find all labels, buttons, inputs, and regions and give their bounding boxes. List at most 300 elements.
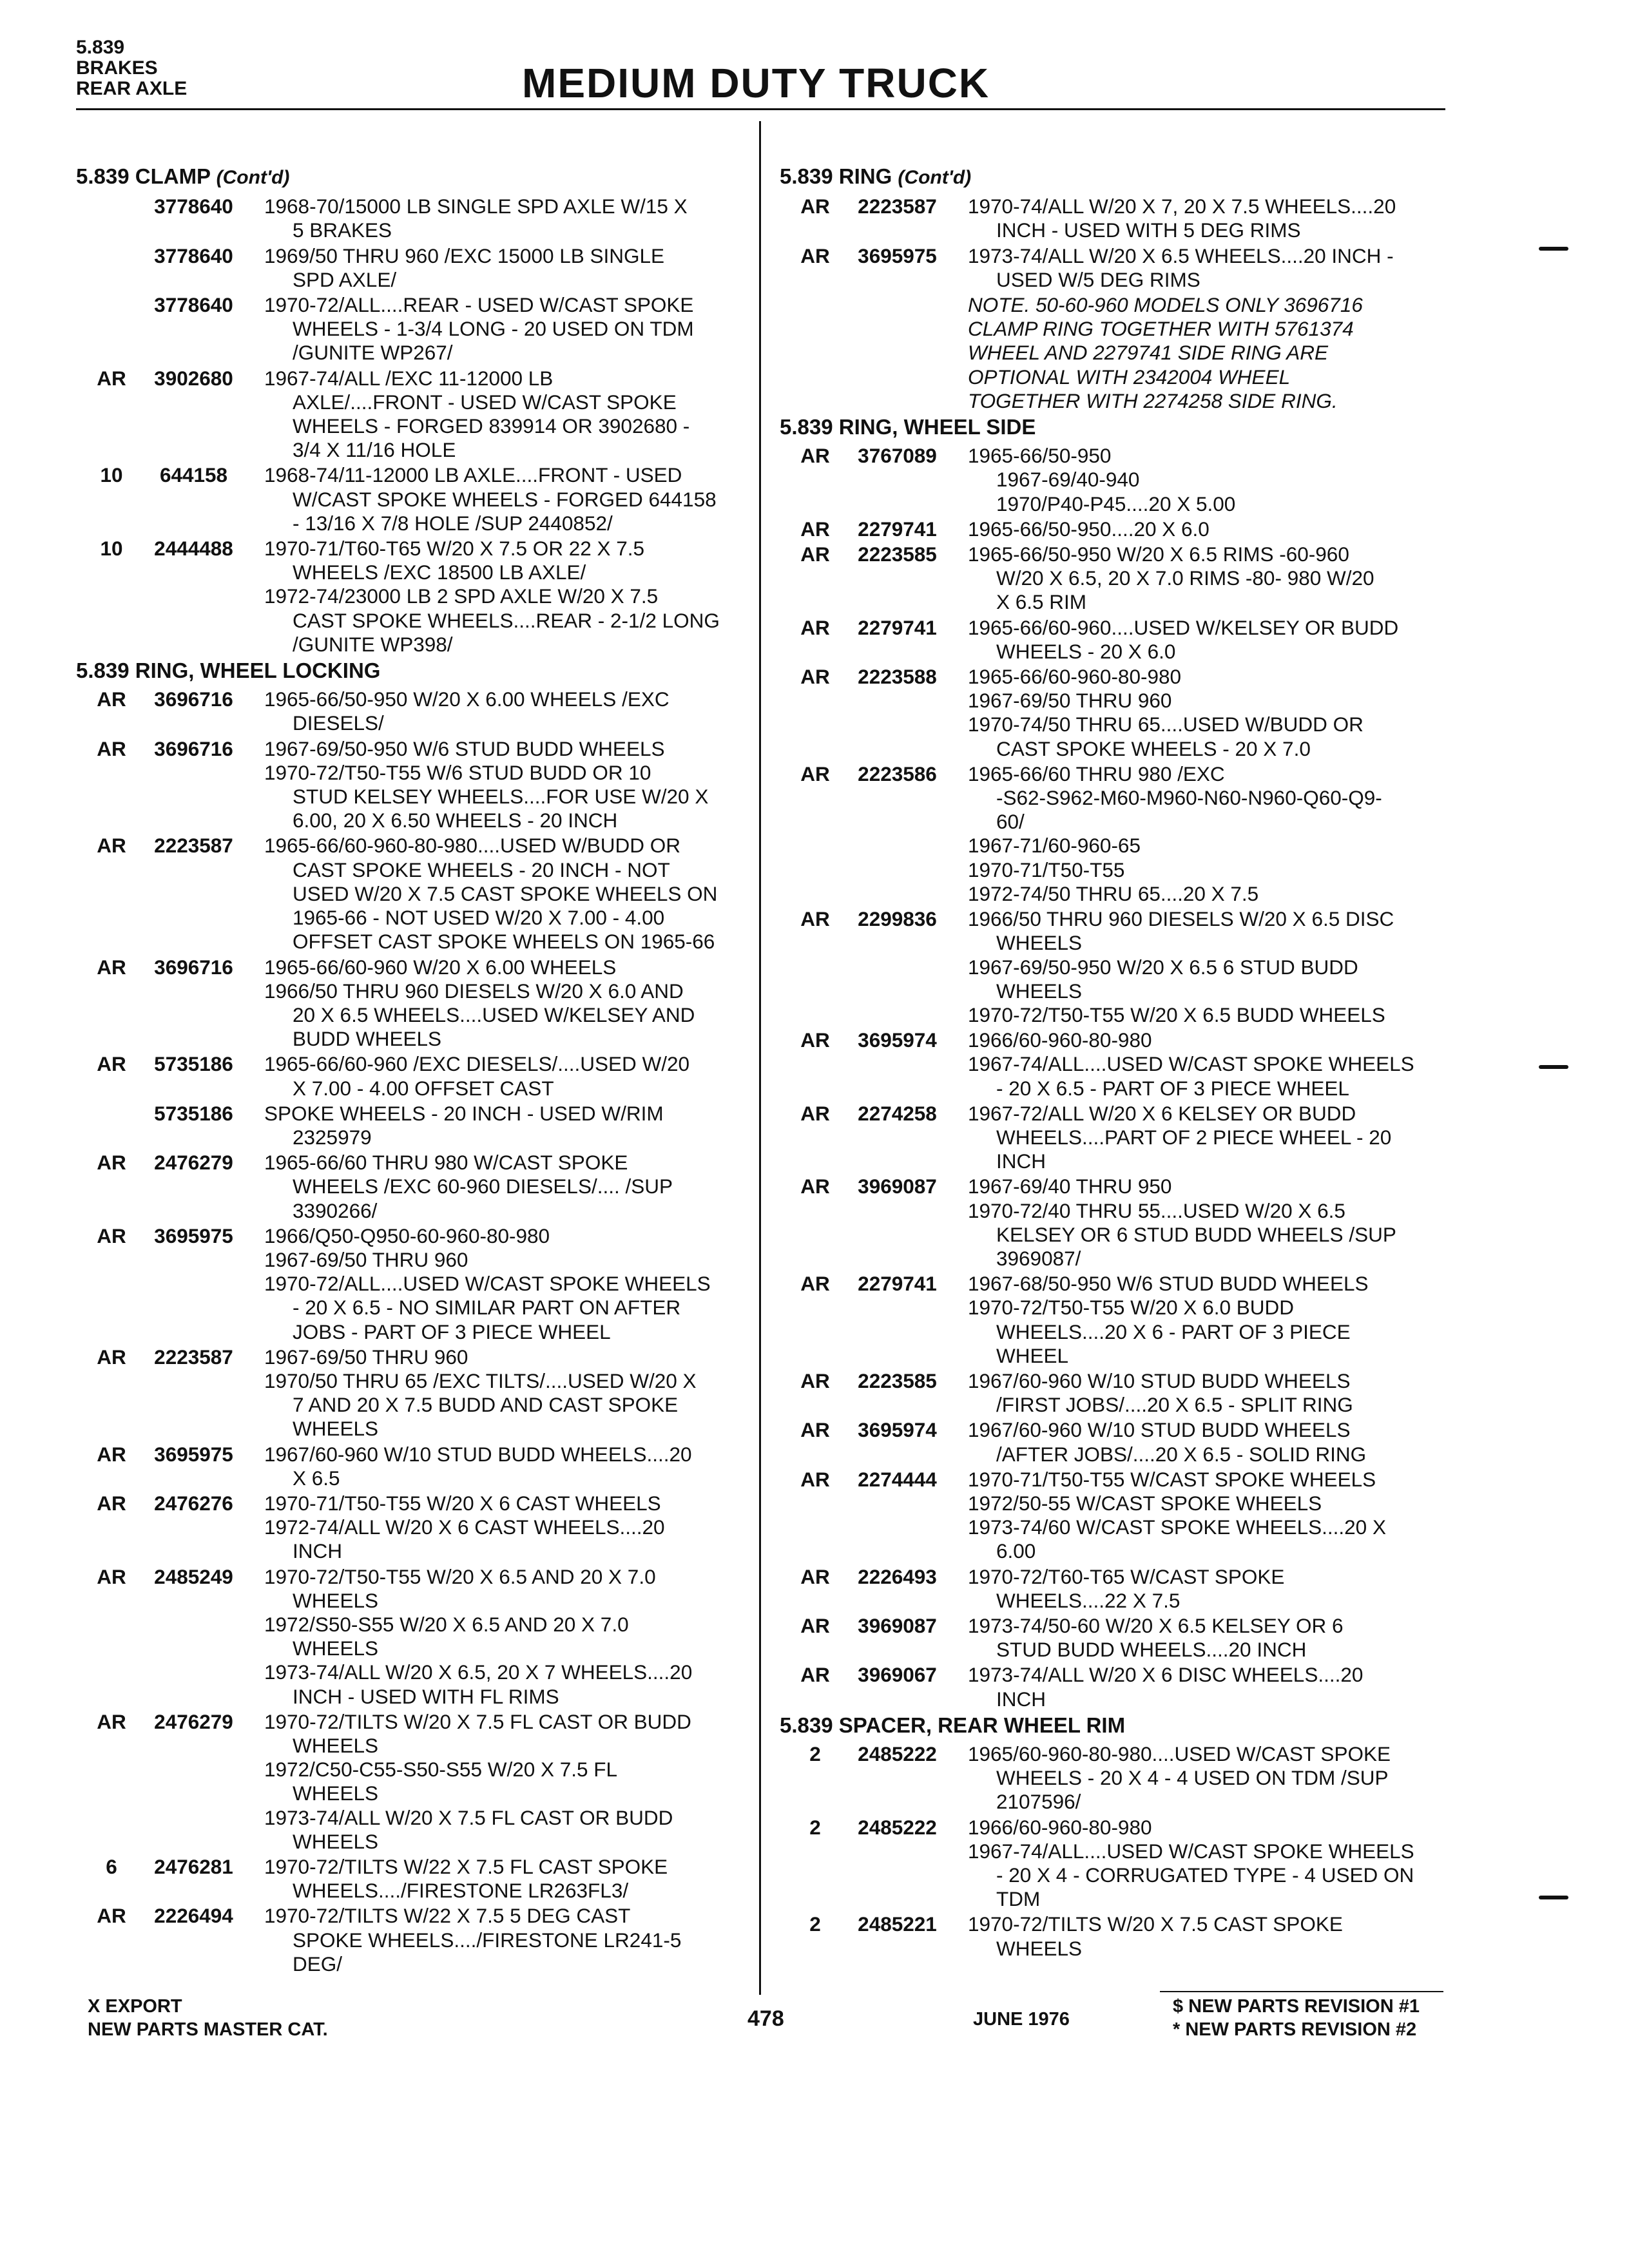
entry-part-number: 2485222 — [858, 1815, 937, 1839]
entry-part-number: 2476276 — [154, 1491, 233, 1515]
entry-description-line: KELSEY OR 6 STUD BUDD WHEELS /SUP — [996, 1222, 1396, 1246]
entry-part-number: 2485221 — [858, 1912, 937, 1936]
entry-description-line: WHEELS — [293, 1782, 379, 1805]
entry-description-line: 1970-71/T50-T55 — [968, 858, 1125, 881]
catalog-entry — [76, 1904, 746, 1976]
entry-part-number: 2223588 — [858, 665, 937, 689]
entry-description-line: WHEELS....20 X 6 - PART OF 3 PIECE — [996, 1320, 1351, 1343]
catalog-entry — [76, 1052, 746, 1100]
entry-description-line: TOGETHER WITH 2274258 SIDE RING. — [968, 389, 1338, 412]
catalog-entry — [780, 1175, 1450, 1271]
entry-description-line: JOBS - PART OF 3 PIECE WHEEL — [293, 1320, 611, 1343]
entry-part-number: 2279741 — [858, 517, 937, 541]
margin-tick-mark — [1539, 1896, 1568, 1899]
entry-description-line: 1967-74/ALL....USED W/CAST SPOKE WHEELS — [968, 1052, 1414, 1076]
entry-part-number: 3969067 — [858, 1663, 937, 1687]
catalog-entry — [780, 616, 1450, 664]
entry-part-number: 2485222 — [858, 1742, 937, 1765]
entry-description-line: 1967-69/40-940 — [996, 468, 1140, 492]
header-subgroup: REAR AXLE — [76, 78, 188, 99]
section-heading-text: 5.839 CLAMP — [76, 164, 211, 188]
entry-description-line: - 13/16 X 7/8 HOLE /SUP 2440852/ — [293, 511, 613, 535]
entry-part-number: 2485249 — [154, 1564, 233, 1588]
catalog-entry — [780, 1369, 1450, 1417]
catalog-entry — [76, 834, 746, 954]
section-heading — [780, 164, 1450, 189]
entry-description-line: WHEELS — [293, 1734, 379, 1757]
entry-part-number: 2274258 — [858, 1101, 937, 1125]
entry-description-line: 1965-66/60-960-80-980 — [968, 665, 1182, 689]
entry-quantity: 2 — [809, 1815, 821, 1839]
entry-description-line: 1967-69/50 THRU 960 — [968, 689, 1172, 713]
entry-description-line: DEG/ — [293, 1952, 343, 1975]
entry-description-line: 1967-74/ALL /EXC 11-12000 LB — [264, 366, 554, 390]
entry-quantity: AR — [97, 834, 126, 858]
entry-part-number: 2223585 — [858, 1369, 937, 1392]
entry-description-line: SPOKE WHEELS..../FIRESTONE LR241-5 — [293, 1928, 682, 1952]
entry-description-line: 1967-68/50-950 W/6 STUD BUDD WHEELS — [968, 1272, 1369, 1296]
catalog-entry — [76, 244, 746, 292]
entry-description-line: CLAMP RING TOGETHER WITH 5761374 — [968, 317, 1354, 341]
entry-description-line: 1965-66/60-960 /EXC DIESELS/....USED W/20 — [264, 1052, 690, 1076]
catalog-entry — [76, 1345, 746, 1441]
entry-quantity: AR — [97, 687, 126, 711]
catalog-entry — [76, 1443, 746, 1490]
catalog-entry — [76, 463, 746, 535]
footer-legend-right — [1173, 1995, 1420, 2041]
entry-description-line: INCH — [293, 1539, 342, 1563]
entry-description-line: SPOKE WHEELS - 20 INCH - USED W/RIM — [264, 1101, 664, 1125]
entry-description-line: 7 AND 20 X 7.5 BUDD AND CAST SPOKE — [293, 1393, 679, 1417]
margin-tick-mark — [1539, 247, 1568, 251]
catalog-entry — [780, 1816, 1450, 1912]
entry-description-line: 1965-66/50-950 W/20 X 6.00 WHEELS /EXC — [264, 687, 670, 711]
entry-part-number: 2223585 — [858, 543, 937, 566]
legend-revision-1: $ NEW PARTS REVISION #1 — [1173, 1996, 1420, 2017]
entry-quantity: 2 — [809, 1742, 821, 1765]
catalog-entry — [780, 517, 1450, 541]
entry-part-number: 2274444 — [858, 1467, 937, 1491]
entry-quantity: AR — [97, 1709, 126, 1733]
entry-description-line: 1970-72/TILTS W/22 X 7.5 5 DEG CAST — [264, 1904, 631, 1928]
entry-part-number: 2279741 — [858, 615, 937, 639]
entry-part-number: 5735186 — [154, 1101, 233, 1125]
publication-date: JUNE 1976 — [973, 2009, 1070, 2030]
entry-quantity: AR — [800, 244, 830, 267]
right-column — [780, 162, 1450, 1962]
entry-quantity: 10 — [100, 463, 123, 487]
entry-quantity: AR — [800, 1175, 830, 1198]
entry-description-line: SPD AXLE/ — [293, 267, 397, 291]
entry-quantity: AR — [97, 736, 126, 760]
entry-part-number: 3695975 — [858, 244, 937, 267]
catalog-entry — [76, 1565, 746, 1709]
entry-description-line: 1967-69/50 THRU 960 — [264, 1345, 468, 1369]
entry-part-number: 2476279 — [154, 1709, 233, 1733]
footer-rule — [1160, 1991, 1443, 1992]
header-code: 5.839 — [76, 37, 125, 58]
catalog-entry — [76, 195, 746, 242]
entry-description-line: DIESELS/ — [293, 711, 384, 735]
section-heading — [76, 658, 746, 682]
entry-quantity: AR — [97, 1052, 126, 1076]
entry-description-line: 1965-66/60-960....USED W/KELSEY OR BUDD — [968, 615, 1399, 639]
entry-quantity: AR — [97, 366, 126, 390]
entry-description-line: INCH — [996, 1687, 1046, 1711]
entry-part-number: 2444488 — [154, 537, 233, 561]
catalog-entry — [76, 956, 746, 1052]
entry-description-line: 1972/S50-S55 W/20 X 6.5 AND 20 X 7.0 — [264, 1612, 629, 1636]
entry-description-line: X 6.5 — [293, 1466, 340, 1490]
entry-description-line: 1968-74/11-12000 LB AXLE....FRONT - USED — [264, 463, 682, 487]
entry-description-line: 1965-66/60 THRU 980 W/CAST SPOKE — [264, 1151, 628, 1175]
entry-description-line: WHEEL — [996, 1343, 1069, 1367]
entry-description-line: WHEELS /EXC 60-960 DIESELS/.... /SUP — [293, 1175, 673, 1198]
entry-description-line: 6.00 — [996, 1539, 1036, 1563]
entry-part-number: 2223587 — [154, 834, 233, 858]
catalog-entry — [780, 1742, 1450, 1814]
entry-part-number: 3902680 — [154, 366, 233, 390]
entry-description-line: -S62-S962-M60-M960-N60-N960-Q60-Q9- — [996, 786, 1382, 810]
section-heading-text: 5.839 SPACER, REAR WHEEL RIM — [780, 1713, 1126, 1737]
entry-description-line: 1973-74/60 W/CAST SPOKE WHEELS....20 X — [968, 1515, 1386, 1539]
catalog-entry — [780, 665, 1450, 761]
entry-description-line: 1970-72/T50-T55 W/20 X 6.5 AND 20 X 7.0 — [264, 1564, 656, 1588]
catalog-entry — [76, 737, 746, 833]
entry-description-line: WHEELS /EXC 18500 LB AXLE/ — [293, 561, 586, 584]
entry-description-line: 1970-74/50 THRU 65....USED W/BUDD OR — [968, 713, 1364, 736]
entry-description-line: 1969/50 THRU 960 /EXC 15000 LB SINGLE — [264, 244, 665, 267]
catalog-entry — [780, 1912, 1450, 1960]
entry-description-line: STUD KELSEY WHEELS....FOR USE W/20 X — [293, 785, 709, 809]
entry-description-line: 1967-69/40 THRU 950 — [968, 1175, 1172, 1198]
entry-part-number: 2226493 — [858, 1564, 937, 1588]
entry-quantity: AR — [800, 1564, 830, 1588]
entry-description-line: 1970/P40-P45....20 X 5.00 — [996, 492, 1236, 515]
catalog-entry — [76, 1492, 746, 1564]
footer-legend-left — [88, 1995, 328, 2041]
entry-part-number: 2223587 — [858, 195, 937, 218]
entry-quantity: AR — [97, 1345, 126, 1369]
entry-quantity: AR — [800, 1613, 830, 1637]
section-heading — [780, 1713, 1450, 1737]
entry-description-line: W/CAST SPOKE WHEELS - FORGED 644158 — [293, 487, 717, 511]
entry-description-line: 1973-74/ALL W/20 X 7.5 FL CAST OR BUDD — [264, 1805, 673, 1829]
entry-quantity: AR — [800, 1369, 830, 1392]
catalog-entry — [780, 1663, 1450, 1711]
entry-description-line: 1970-72/T50-T55 W/20 X 6.0 BUDD — [968, 1296, 1294, 1320]
column-divider — [759, 121, 761, 1995]
catalog-entry — [76, 367, 746, 463]
entry-description-line: 1967/60-960 W/10 STUD BUDD WHEELS — [968, 1418, 1351, 1442]
catalog-entry — [780, 244, 1450, 292]
entry-description-line: WHEELS - 1-3/4 LONG - 20 USED ON TDM — [293, 317, 694, 341]
entry-quantity: AR — [800, 1663, 830, 1687]
entry-quantity: AR — [97, 955, 126, 979]
entry-quantity: AR — [97, 1904, 126, 1928]
entry-description-line: 6.00, 20 X 6.50 WHEELS - 20 INCH — [293, 809, 618, 832]
entry-description-line: 1970-71/T50-T55 W/CAST SPOKE WHEELS — [968, 1467, 1376, 1491]
entry-description-line: 1965-66/50-950 W/20 X 6.5 RIMS -60-960 — [968, 543, 1349, 566]
catalog-entry — [780, 195, 1450, 242]
header-section-codes — [76, 37, 187, 99]
entry-quantity: AR — [97, 1491, 126, 1515]
catalog-entry — [780, 1102, 1450, 1174]
section-heading-text: 5.839 RING — [780, 164, 892, 188]
page-title: MEDIUM DUTY TRUCK — [522, 60, 990, 106]
catalog-note — [780, 293, 1450, 413]
entry-quantity: AR — [97, 1442, 126, 1466]
entry-quantity: AR — [800, 444, 830, 468]
entry-part-number: 3778640 — [154, 293, 233, 317]
entry-part-number: 3767089 — [858, 444, 937, 468]
legend-revision-2: * NEW PARTS REVISION #2 — [1173, 2019, 1417, 2040]
entry-description-line: 1965/60-960-80-980....USED W/CAST SPOKE — [968, 1742, 1391, 1765]
entry-part-number: 3696716 — [154, 687, 233, 711]
section-continued: (Cont'd) — [216, 167, 290, 188]
entry-description-line: 1970-72/T50-T55 W/20 X 6.5 BUDD WHEELS — [968, 1003, 1385, 1026]
entry-description-line: WHEELS — [293, 1829, 379, 1853]
entry-description-line: 3/4 X 11/16 HOLE — [293, 438, 456, 462]
entry-description-line: TDM — [996, 1887, 1041, 1911]
page-number: 478 — [747, 2006, 784, 2031]
entry-description-line: INCH — [996, 1149, 1046, 1173]
entry-description-line: CAST SPOKE WHEELS....REAR - 2-1/2 LONG — [293, 608, 720, 632]
entry-description-line: WHEELS..../FIRESTONE LR263FL3/ — [293, 1879, 629, 1903]
catalog-entry — [76, 687, 746, 735]
entry-description-line: WHEELS - 20 X 6.0 — [996, 639, 1176, 663]
entry-description-line: - 20 X 6.5 - NO SIMILAR PART ON AFTER — [293, 1296, 681, 1320]
entry-description-line: 20 X 6.5 WHEELS....USED W/KELSEY AND — [293, 1003, 695, 1026]
entry-description-line: 1972/C50-C55-S50-S55 W/20 X 7.5 FL — [264, 1758, 618, 1782]
entry-part-number: 2223586 — [858, 762, 937, 785]
entry-description-line: 1970/50 THRU 65 /EXC TILTS/....USED W/20 X — [264, 1369, 697, 1392]
header-group: BRAKES — [76, 57, 158, 79]
entry-description-line: 5 BRAKES — [293, 218, 392, 242]
entry-description-line: 1970-72/TILTS W/20 X 7.5 CAST SPOKE — [968, 1912, 1343, 1936]
entry-description-line: WHEELS — [996, 979, 1083, 1003]
entry-quantity: AR — [97, 1564, 126, 1588]
entry-description-line: W/20 X 6.5, 20 X 7.0 RIMS -80- 980 W/20 — [996, 566, 1374, 590]
left-column — [76, 162, 746, 1977]
entry-part-number: 2226494 — [154, 1904, 233, 1928]
entry-description-line: INCH - USED WITH 5 DEG RIMS — [996, 218, 1301, 242]
entry-description-line: 1973-74/ALL W/20 X 6 DISC WHEELS....20 — [968, 1663, 1364, 1687]
entry-description-line: 1970-71/T60-T65 W/20 X 7.5 OR 22 X 7.5 — [264, 537, 645, 561]
entry-description-line: 1967/60-960 W/10 STUD BUDD WHEELS....20 — [264, 1442, 692, 1466]
entry-description-line: USED W/20 X 7.5 CAST SPOKE WHEELS ON — [293, 881, 718, 905]
entry-description-line: - 20 X 4 - CORRUGATED TYPE - 4 USED ON — [996, 1863, 1414, 1887]
entry-description-line: 1965-66/60 THRU 980 /EXC — [968, 762, 1225, 785]
entry-description-line: X 7.00 - 4.00 OFFSET CAST — [293, 1076, 554, 1100]
entry-description-line: WHEEL AND 2279741 SIDE RING ARE — [968, 341, 1329, 365]
catalog-entry — [76, 1151, 746, 1223]
entry-description-line: 1966/Q50-Q950-60-960-80-980 — [264, 1224, 550, 1247]
entry-part-number: 5735186 — [154, 1052, 233, 1076]
entry-part-number: 3696716 — [154, 955, 233, 979]
entry-description-line: WHEELS — [293, 1588, 379, 1612]
catalog-entry — [76, 1224, 746, 1344]
entry-description-line: 1973-74/50-60 W/20 X 6.5 KELSEY OR 6 — [968, 1613, 1344, 1637]
entry-quantity: AR — [800, 665, 830, 689]
entry-description-line: STUD BUDD WHEELS....20 INCH — [996, 1638, 1307, 1662]
entry-description-line: 1965-66/50-950 — [968, 444, 1112, 468]
entry-description-line: CAST SPOKE WHEELS - 20 INCH - NOT — [293, 858, 670, 881]
entry-part-number: 3969087 — [858, 1613, 937, 1637]
entry-description-line: 1967-69/50-950 W/20 X 6.5 6 STUD BUDD — [968, 955, 1358, 979]
entry-part-number: 2223587 — [154, 1345, 233, 1369]
entry-description-line: OFFSET CAST SPOKE WHEELS ON 1965-66 — [293, 930, 715, 954]
entry-description-line: - 20 X 6.5 - PART OF 3 PIECE WHEEL — [996, 1076, 1349, 1100]
entry-description-line: 1967/60-960 W/10 STUD BUDD WHEELS — [968, 1369, 1351, 1392]
entry-quantity: AR — [800, 1272, 830, 1296]
entry-part-number: 3778640 — [154, 244, 233, 267]
entry-description-line: 1973-74/ALL W/20 X 6.5, 20 X 7 WHEELS....20 — [264, 1660, 693, 1684]
entry-quantity: AR — [800, 517, 830, 541]
entry-part-number: 3778640 — [154, 195, 233, 218]
catalog-entry — [780, 444, 1450, 516]
entry-description-line: WHEELS — [996, 1936, 1083, 1960]
catalog-entry — [780, 1418, 1450, 1466]
entry-description-line: BUDD WHEELS — [293, 1027, 442, 1051]
entry-description-line: NOTE. 50-60-960 MODELS ONLY 3696716 — [968, 293, 1363, 317]
legend-master-cat: NEW PARTS MASTER CAT. — [88, 2019, 328, 2040]
entry-description-line: 1965-66/60-960 W/20 X 6.00 WHEELS — [264, 955, 617, 979]
catalog-entry — [780, 1028, 1450, 1100]
entry-quantity: AR — [800, 543, 830, 566]
entry-description-line: 1970-72/40 THRU 55....USED W/20 X 6.5 — [968, 1198, 1345, 1222]
entry-description-line: OPTIONAL WITH 2342004 WHEEL — [968, 365, 1291, 389]
section-heading — [780, 415, 1450, 439]
section-heading — [76, 164, 746, 189]
entry-description-line: 1967-71/60-960-65 — [968, 834, 1141, 858]
entry-description-line: 1970-72/T60-T65 W/CAST SPOKE — [968, 1564, 1285, 1588]
entry-part-number: 3969087 — [858, 1175, 937, 1198]
catalog-entry — [780, 543, 1450, 615]
entry-description-line: 1965-66/50-950....20 X 6.0 — [968, 517, 1210, 541]
entry-description-line: 1970-72/ALL....REAR - USED W/CAST SPOKE — [264, 293, 694, 317]
entry-description-line: AXLE/....FRONT - USED W/CAST SPOKE — [293, 390, 677, 414]
entry-description-line: 1967-69/50 THRU 960 — [264, 1247, 468, 1271]
entry-quantity: 2 — [809, 1912, 821, 1936]
entry-description-line: WHEELS....PART OF 2 PIECE WHEEL - 20 — [996, 1125, 1392, 1149]
entry-description-line: 1972-74/ALL W/20 X 6 CAST WHEELS....20 — [264, 1515, 665, 1539]
catalog-entry — [76, 1710, 746, 1854]
entry-description-line: 1972-74/50 THRU 65....20 X 7.5 — [968, 881, 1259, 905]
section-heading-text: 5.839 RING, WHEEL LOCKING — [76, 658, 381, 683]
entry-description-line: X 6.5 RIM — [996, 590, 1087, 614]
catalog-entry — [780, 1272, 1450, 1368]
entry-description-line: /GUNITE WP267/ — [293, 341, 453, 365]
entry-quantity: AR — [800, 615, 830, 639]
entry-part-number: 2279741 — [858, 1272, 937, 1296]
entry-description-line: 60/ — [996, 810, 1025, 834]
entry-quantity: AR — [800, 195, 830, 218]
entry-description-line: 1967-74/ALL....USED W/CAST SPOKE WHEELS — [968, 1839, 1414, 1863]
section-heading-text: 5.839 RING, WHEEL SIDE — [780, 415, 1036, 439]
entry-description-line: 1970-72/TILTS W/22 X 7.5 FL CAST SPOKE — [264, 1855, 668, 1879]
catalog-entry — [76, 293, 746, 365]
catalog-entry — [780, 1614, 1450, 1662]
entry-description-line: 1966/50 THRU 960 DIESELS W/20 X 6.0 AND — [264, 979, 684, 1003]
entry-quantity: AR — [800, 1467, 830, 1491]
entry-part-number: 3695974 — [858, 1418, 937, 1442]
catalog-entry — [780, 1468, 1450, 1564]
margin-tick-mark — [1539, 1065, 1568, 1069]
entry-description-line: 1965-66/60-960-80-980....USED W/BUDD OR — [264, 834, 681, 858]
entry-description-line: /FIRST JOBS/....20 X 6.5 - SPLIT RING — [996, 1393, 1353, 1417]
entry-description-line: 1967-69/50-950 W/6 STUD BUDD WHEELS — [264, 736, 665, 760]
entry-description-line: INCH - USED WITH FL RIMS — [293, 1684, 559, 1708]
entry-description-line: 3390266/ — [293, 1198, 378, 1222]
section-continued: (Cont'd) — [898, 167, 972, 188]
entry-description-line: CAST SPOKE WHEELS - 20 X 7.0 — [996, 736, 1311, 760]
entry-description-line: 1970-72/TILTS W/20 X 7.5 FL CAST OR BUDD — [264, 1709, 691, 1733]
entry-description-line: 1970-74/ALL W/20 X 7, 20 X 7.5 WHEELS....20 — [968, 195, 1396, 218]
catalog-entry — [780, 762, 1450, 906]
entry-description-line: 1972/50-55 W/CAST SPOKE WHEELS — [968, 1491, 1322, 1515]
entry-description-line: /AFTER JOBS/....20 X 6.5 - SOLID RING — [996, 1442, 1367, 1466]
entry-description-line: 1966/60-960-80-980 — [968, 1815, 1152, 1839]
catalog-entry — [76, 537, 746, 657]
catalog-entry — [780, 1565, 1450, 1613]
entry-quantity: AR — [800, 1418, 830, 1442]
entry-quantity: 6 — [106, 1855, 117, 1879]
legend-export: X EXPORT — [88, 1996, 182, 2017]
entry-description-line: 1970-72/ALL....USED W/CAST SPOKE WHEELS — [264, 1272, 711, 1296]
entry-part-number: 644158 — [159, 463, 228, 487]
entry-description-line: WHEELS....22 X 7.5 — [996, 1588, 1181, 1612]
entry-description-line: 1970-72/T50-T55 W/6 STUD BUDD OR 10 — [264, 760, 651, 784]
entry-part-number: 3695974 — [858, 1028, 937, 1052]
entry-description-line: 3969087/ — [996, 1246, 1081, 1270]
entry-description-line: 1970-71/T50-T55 W/20 X 6 CAST WHEELS — [264, 1491, 661, 1515]
entry-quantity: AR — [800, 1028, 830, 1052]
entry-quantity: AR — [97, 1224, 126, 1247]
entry-description-line: 1966/50 THRU 960 DIESELS W/20 X 6.5 DISC — [968, 907, 1394, 931]
catalog-entry — [76, 1855, 746, 1903]
entry-description-line: WHEELS — [293, 1637, 379, 1660]
entry-description-line: 2107596/ — [996, 1790, 1081, 1814]
catalog-entry — [76, 1102, 746, 1149]
entry-description-line: WHEELS — [293, 1417, 379, 1441]
entry-part-number: 2476279 — [154, 1151, 233, 1175]
entry-description-line: 1968-70/15000 LB SINGLE SPD AXLE W/15 X — [264, 195, 688, 218]
entry-description-line: 2325979 — [293, 1125, 372, 1149]
entry-description-line: 1967-72/ALL W/20 X 6 KELSEY OR BUDD — [968, 1101, 1356, 1125]
entry-description-line: 1972-74/23000 LB 2 SPD AXLE W/20 X 7.5 — [264, 584, 659, 608]
entry-part-number: 3696716 — [154, 736, 233, 760]
entry-description-line: 1965-66 - NOT USED W/20 X 7.00 - 4.00 — [293, 906, 665, 930]
header-rule — [76, 108, 1445, 110]
entry-quantity: AR — [800, 762, 830, 785]
entry-description-line: WHEELS - FORGED 839914 OR 3902680 - — [293, 414, 690, 438]
entry-quantity: 10 — [100, 537, 123, 561]
entry-description-line: 1966/60-960-80-980 — [968, 1028, 1152, 1052]
entry-part-number: 3695975 — [154, 1442, 233, 1466]
entry-part-number: 2476281 — [154, 1855, 233, 1879]
entry-description-line: USED W/5 DEG RIMS — [996, 267, 1200, 291]
entry-part-number: 3695975 — [154, 1224, 233, 1247]
entry-part-number: 2299836 — [858, 907, 937, 931]
catalog-entry — [780, 907, 1450, 1027]
entry-quantity: AR — [800, 907, 830, 931]
entry-quantity: AR — [97, 1151, 126, 1175]
entry-description-line: /GUNITE WP398/ — [293, 632, 453, 656]
entry-description-line: WHEELS — [996, 931, 1083, 955]
entry-description-line: WHEELS - 20 X 4 - 4 USED ON TDM /SUP — [996, 1766, 1389, 1790]
entry-quantity: AR — [800, 1101, 830, 1125]
